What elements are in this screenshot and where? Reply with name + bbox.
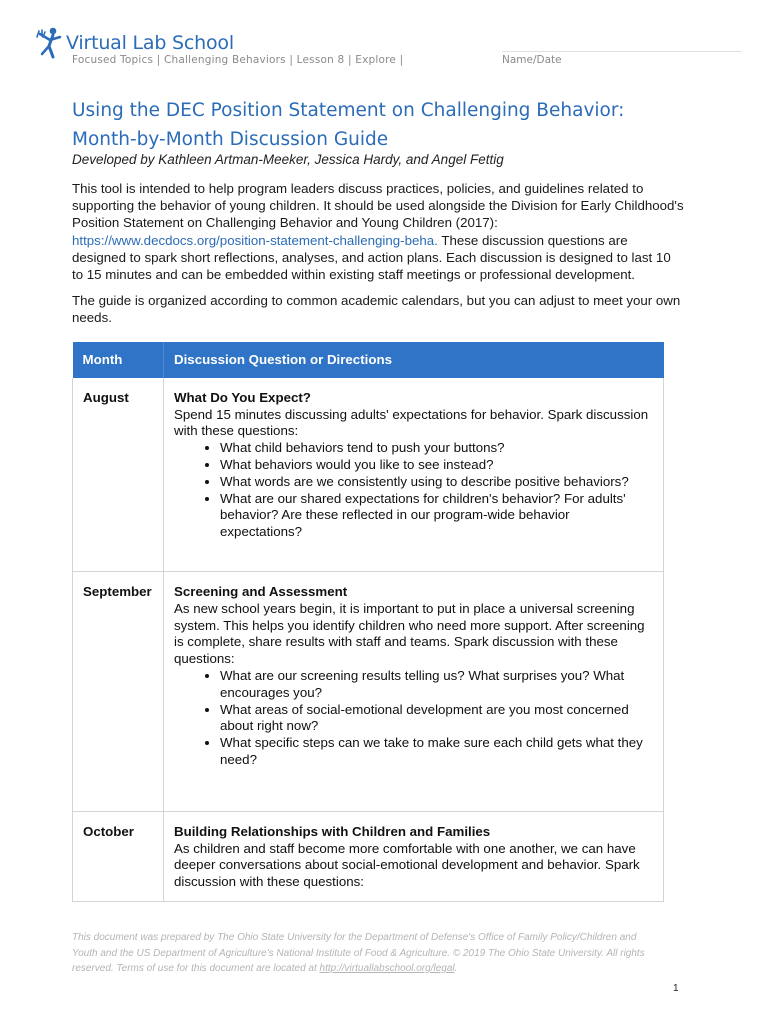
- table-row: [73, 811, 664, 901]
- intro-part-1: This tool is intended to help program leaders discuss practices, policies, and guidelines related to supporting the behavior of young children. It should be used alongside the Division for Early Childhood's Position Statement on Challenging Behavior and Young Children (2017):: [72, 181, 684, 231]
- topic-description: Spend 15 minutes discussing adults' expectations for behavior. Spark discussion with these questions:: [174, 406, 649, 439]
- page-number: 1: [673, 983, 679, 994]
- discussion-guide-table: [72, 342, 664, 902]
- intro-part-2: These discussion questions are designed to spark short reflections, analyses, and action plans. Each discussion is designed to last 10 to 15 minutes and can be embedded within existing staff meetings or professional development.: [72, 232, 671, 283]
- legal-link[interactable]: http://virtuallabschool.org/legal: [319, 963, 455, 974]
- topic-heading: Screening and Assessment: [174, 583, 348, 599]
- name-date-label: Name/Date: [502, 54, 562, 66]
- topic-description: As new school years begin, it is important to put in place a universal screening system. This helps you identify children who need more support. After screening is complete, share results with staff and teams. Spark discussion with these questions:: [174, 600, 645, 667]
- table-header-row: [73, 342, 664, 378]
- document-title: Using the DEC Position Statement on Challenging Behavior: Month-by-Month Discussion Guide: [72, 100, 625, 150]
- month-cell: October: [73, 811, 164, 901]
- authors-line: Developed by Kathleen Artman-Meeker, Jessica Hardy, and Angel Fettig: [72, 152, 504, 167]
- discussion-cell: [164, 571, 664, 811]
- month-cell: August: [73, 378, 164, 572]
- vls-logo-icon: [36, 26, 64, 60]
- question-item: • What behaviors would you like to see instead?: [220, 457, 653, 474]
- header-divider: [502, 51, 742, 52]
- question-item: • What child behaviors tend to push your buttons?: [220, 440, 653, 457]
- question-item: • What are our screening results telling us? What surprises you? What encourages you?: [220, 668, 653, 702]
- copyright-footer: [72, 930, 652, 977]
- table-row: [73, 378, 664, 572]
- topic-heading: What Do You Expect?: [174, 389, 311, 405]
- intro-text: [72, 180, 684, 336]
- question-item: • What are our shared expectations for children's behavior? For adults' behavior? Are these reflected in our program-wide behavior expectations?: [220, 491, 653, 541]
- topic-description: As children and staff become more comfortable with one another, we can have deeper conversations about social-emotional development and behavior. Spark discussion with these questions:: [174, 840, 640, 890]
- discussion-cell: [164, 378, 664, 572]
- footer-link-suffix: .: [454, 963, 458, 974]
- month-cell: September: [73, 571, 164, 811]
- question-item: • What words are we consistently using to describe positive behaviors?: [220, 474, 653, 491]
- question-item: • What specific steps can we take to make sure each child gets what they need?: [220, 735, 653, 769]
- question-list: [174, 668, 653, 769]
- table-row: [73, 571, 664, 811]
- breadcrumb: Focused Topics | Challenging Behaviors | Lesson 8 | Explore |: [72, 54, 404, 66]
- footer-text: This document was prepared by The Ohio State University for the Department of Defense's Office of Family Policy/Children and Youth and the US Department of Agriculture's National Institute of Food & Agriculture. © 2019 The Ohio State University. All rights reserved. Terms of use for this document are located at: [72, 932, 645, 974]
- page-header: [36, 26, 716, 70]
- month-column-header: Month: [73, 342, 164, 378]
- intro-paragraph-1: [72, 180, 684, 283]
- question-list: [174, 440, 653, 541]
- intro-paragraph-2: The guide is organized according to common academic calendars, but you can adjust to meet your own needs.: [72, 293, 681, 326]
- topic-heading: Building Relationships with Children and Families: [174, 823, 491, 839]
- dec-link[interactable]: https://www.decdocs.org/position-statement-challenging-beha.: [72, 232, 438, 248]
- discussion-cell: [164, 811, 664, 901]
- question-item: • What areas of social-emotional development are you most concerned about right now?: [220, 702, 653, 736]
- logo-text: Virtual Lab School: [66, 32, 234, 54]
- discussion-column-header: Discussion Question or Directions: [164, 342, 664, 378]
